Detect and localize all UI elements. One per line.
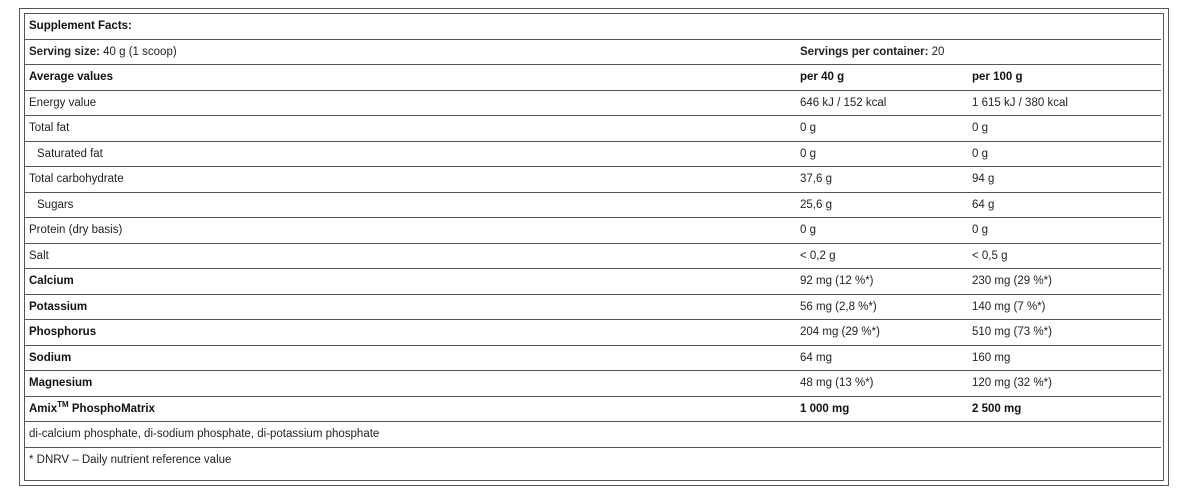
serving-row — [25, 39, 1161, 65]
value-per-40g: 37,6 g — [796, 167, 968, 193]
value-per-40g: 0 g — [796, 218, 968, 244]
table-row — [25, 141, 1161, 167]
value-per-40g: < 0,2 g — [796, 243, 968, 269]
title-row — [25, 14, 1161, 39]
matrix-row — [25, 396, 1161, 422]
header-average-values: Average values — [25, 65, 796, 91]
value-per-100g: 140 mg (7 %*) — [968, 294, 1161, 320]
value-per-40g: 92 mg (12 %*) — [796, 269, 968, 295]
serving-size-value: 40 g (1 scoop) — [99, 45, 177, 58]
nutrient-name: Protein (dry basis) — [25, 218, 796, 244]
value-per-40g: 64 mg — [796, 345, 968, 371]
table-row — [25, 269, 1161, 295]
table-row — [25, 294, 1161, 320]
nutrient-name: Sugars — [25, 192, 796, 218]
matrix-name — [25, 396, 796, 422]
value-per-100g: 0 g — [968, 218, 1161, 244]
nutrient-name: Potassium — [25, 294, 796, 320]
value-per-100g: < 0,5 g — [968, 243, 1161, 269]
footnote-row — [25, 447, 1161, 472]
table-row — [25, 90, 1161, 116]
value-per-40g: 56 mg (2,8 %*) — [796, 294, 968, 320]
serving-size-label: Serving size: — [29, 45, 100, 58]
table-row — [25, 345, 1161, 371]
supplement-facts-table — [25, 14, 1161, 472]
ingredients-text: di-calcium phosphate, di-sodium phosphate, di-potassium phosphate — [25, 422, 1161, 448]
table-row — [25, 218, 1161, 244]
servings-per-container — [796, 39, 1161, 65]
table-row — [25, 243, 1161, 269]
matrix-name-suffix: PhosphoMatrix — [68, 402, 155, 415]
nutrient-name: Total fat — [25, 116, 796, 142]
nutrient-name: Sodium — [25, 345, 796, 371]
nutrient-name: Total carbohydrate — [25, 167, 796, 193]
value-per-100g: 1 615 kJ / 380 kcal — [968, 90, 1161, 116]
table-row — [25, 371, 1161, 397]
value-per-40g: 25,6 g — [796, 192, 968, 218]
value-per-100g: 0 g — [968, 116, 1161, 142]
value-per-100g: 160 mg — [968, 345, 1161, 371]
value-per-40g: 48 mg (13 %*) — [796, 371, 968, 397]
table-row — [25, 116, 1161, 142]
value-per-100g: 64 g — [968, 192, 1161, 218]
header-per-100g: per 100 g — [968, 65, 1161, 91]
value-per-100g: 230 mg (29 %*) — [968, 269, 1161, 295]
table-title: Supplement Facts: — [25, 14, 1161, 39]
nutrient-name: Energy value — [25, 90, 796, 116]
value-per-100g: 120 mg (32 %*) — [968, 371, 1161, 397]
value-per-40g: 204 mg (29 %*) — [796, 320, 968, 346]
header-row — [25, 65, 1161, 91]
matrix-name-prefix: Amix — [29, 402, 58, 415]
footnote-text: * DNRV – Daily nutrient reference value — [29, 453, 232, 466]
table-row — [25, 320, 1161, 346]
servings-per-container-label: Servings per container: — [800, 45, 929, 58]
header-per-40g: per 40 g — [796, 65, 968, 91]
value-per-100g: 94 g — [968, 167, 1161, 193]
nutrient-name: Salt — [25, 243, 796, 269]
value-per-100g: 510 mg (73 %*) — [968, 320, 1161, 346]
value-per-40g: 0 g — [796, 116, 968, 142]
value-per-40g: 646 kJ / 152 kcal — [796, 90, 968, 116]
matrix-per-100g: 2 500 mg — [968, 396, 1161, 422]
trademark-sup: TM — [57, 399, 69, 409]
nutrient-name: Magnesium — [25, 371, 796, 397]
servings-per-container-value: 20 — [928, 45, 945, 58]
matrix-per-40g: 1 000 mg — [796, 396, 968, 422]
value-per-100g: 0 g — [968, 141, 1161, 167]
ingredients-row — [25, 422, 1161, 448]
serving-size — [25, 39, 796, 65]
value-per-40g: 0 g — [796, 141, 968, 167]
nutrient-name: Saturated fat — [25, 141, 796, 167]
table-row — [25, 167, 1161, 193]
nutrient-name: Phosphorus — [25, 320, 796, 346]
nutrient-name: Calcium — [25, 269, 796, 295]
table-row — [25, 192, 1161, 218]
